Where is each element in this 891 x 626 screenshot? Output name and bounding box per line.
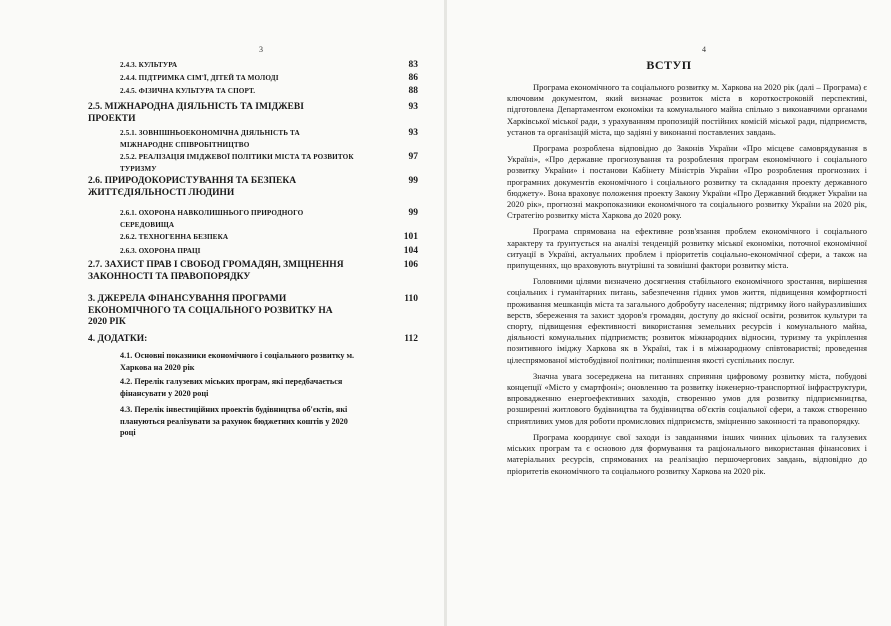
toc-entry	[88, 152, 418, 175]
toc-entry-page: 112	[404, 334, 418, 344]
toc-entry-page: 93	[408, 128, 418, 138]
paragraph: Програма спрямована на ефективне розв'язання проблем економічного і соціального характеру та ґрунтується на аналізі тенденцій розвитку міської економіки, поточної економічної ситуації в Україні, актуальних проблем і пріоритетів соціально-економічної сфери, а також на припущеннях, що враховують внутрішні та зовнішні фактори розвитку міста.	[507, 226, 867, 271]
toc-entry-page: 86	[408, 73, 418, 83]
toc-entry-title: 2.6.3. ОХОРОНА ПРАЦІ	[120, 247, 201, 255]
toc-entry-page: 88	[408, 86, 418, 96]
toc-entry-title: 2.5. МІЖНАРОДНА ДІЯЛЬНІСТЬ ТА ІМІДЖЕВІ ПРОЕКТИ	[88, 102, 304, 124]
toc-entry-title: 3. ДЖЕРЕЛА ФІНАНСУВАННЯ ПРОГРАМИ ЕКОНОМІЧНОГО ТА СОЦІАЛЬНОГО РОЗВИТКУ НА 2020 РІК	[88, 294, 333, 327]
toc-entry-title: 2.6.1. ОХОРОНА НАВКОЛИШНЬОГО ПРИРОДНОГО СЕРЕДОВИЩА	[120, 209, 304, 229]
toc-entry-page: 110	[404, 294, 418, 304]
page-number: 3	[259, 45, 263, 54]
toc-entry	[88, 128, 418, 151]
toc-entry	[88, 376, 418, 399]
toc-entry	[88, 73, 418, 85]
toc-entry	[88, 86, 418, 98]
toc-entry	[88, 176, 418, 199]
toc-entry-page: 104	[403, 246, 418, 256]
toc-entry	[88, 294, 418, 329]
toc-entry-title: 2.6.2. ТЕХНОГЕННА БЕЗПЕКА	[120, 233, 229, 241]
toc-entry	[88, 60, 418, 72]
toc-entry-title: 4.1. Основні показники економічного і соціального розвитку м. Харкова на 2020 рік	[120, 351, 355, 372]
paragraph: Програма економічного та соціального розвитку м. Харкова на 2020 рік (далі – Програма) є ключовим документом, який визначає розвиток міста в короткостроковій перспективі, підготовлена Департаментом економіки та комунального майна спільно з виконавчими органами Харківської міської ради, з урахуванням пропозицій постійних комісій міської ради, підприємств, установ та організацій міста, що задіяні у виконанні поставлених завдань.	[507, 82, 867, 137]
section-title: ВСТУП	[646, 58, 692, 72]
toc-entry-title: 2.5.1. ЗОВНІШНЬОЕКОНОМІЧНА ДІЯЛЬНІСТЬ ТА МІЖНАРОДНЕ СПІВРОБІТНИЦТВО	[120, 129, 300, 149]
toc-entry-page: 93	[408, 102, 418, 112]
left-page	[0, 0, 444, 626]
toc-entry-page: 101	[403, 232, 418, 242]
paragraph: Програма координує свої заходи із завданнями інших чинних цільових та галузевих міських програм та є основою для формування та раціонального використання фінансових і матеріальних ресурсів, спрямованих на реалізацію першочергових завдань, відповідно до пріоритетів економічного та соціального розвитку Харкова на 2020 рік.	[507, 431, 867, 476]
toc-entry-page: 83	[408, 60, 418, 70]
toc-entry-title: 2.4.5. ФІЗИЧНА КУЛЬТУРА ТА СПОРТ.	[120, 87, 256, 95]
page-number: 4	[702, 45, 706, 54]
toc-entry	[88, 404, 418, 439]
right-page	[447, 0, 891, 626]
toc-entry	[88, 246, 418, 258]
paragraph: Програма розроблена відповідно до Законів України «Про місцеве самоврядування в Україні», «Про державне прогнозування та розроблення програм економічного і соціального розвитку України» і постанови Кабінету Міністрів України «Про розроблення прогнозних і програмних документів економічного і соціального розвитку та складання проекту державного бюджету». Вона враховує положення проекту Закону України «Про Державний бюджет України на 2020 рік», прогнозні макропоказники економічного та соціального розвитку України на 2020 рік, Стратегію розвитку міста Харкова до 2020 року.	[507, 143, 867, 221]
toc-entry-title: 2.6. ПРИРОДОКОРИСТУВАННЯ ТА БЕЗПЕКА ЖИТТЄДІЯЛЬНОСТІ ЛЮДИНИ	[88, 176, 297, 198]
toc-entry-title: 4. ДОДАТКИ:	[88, 334, 148, 344]
paragraph: Головними цілями визначено досягнення стабільного економічного зростання, вирішення соціальних і гуманітарних питань, забезпечення гідних умов життя, підвищення комфортності проживання мешканців міста та загального добробуту населення; підтримку його найуразливіших верств, збереження та захист здоров'я громадян, доступу до якісної освіти, розвиток культури та спорту, підвищення ефективності використання земельних ресурсів і комунального майна, діяльності комунальних підприємств; розвиток міжнародних відносин, туризму та укріплення позитивного іміджу Харкова як в Україні, так і в міжнародному співтоваристві; проведення цілеспрямованої містобудівної політики; поліпшення якості суспільних послуг.	[507, 276, 867, 365]
toc-entry-page: 106	[403, 260, 418, 270]
toc-entry-title: 2.4.3. КУЛЬТУРА	[120, 61, 178, 69]
toc-entry-title: 2.4.4. ПІДТРИМКА СІМ'Ї, ДІТЕЙ ТА МОЛОДІ	[120, 74, 279, 82]
body-text	[507, 82, 867, 482]
toc-entry	[88, 260, 418, 283]
toc-entry-title: 4.3. Перелік інвестиційних проектів будівництва об'єктів, які плануються реалізувати за рахунок бюджетних коштів у 2020 році	[120, 405, 348, 437]
toc-entry-title: 2.5.2. РЕАЛІЗАЦІЯ ІМІДЖЕВОЇ ПОЛІТИКИ МІСТА ТА РОЗВИТОК ТУРИЗМУ	[120, 153, 354, 173]
toc-entry	[88, 208, 418, 231]
toc-entry-title: 4.2. Перелік галузевих міських програм, які передбачається фінансувати у 2020 році	[120, 377, 343, 398]
toc-entry-title: 2.7. ЗАХИСТ ПРАВ І СВОБОД ГРОМАДЯН, ЗМІЦНЕННЯ ЗАКОННОСТІ ТА ПРАВОПОРЯДКУ	[88, 260, 344, 282]
toc-entry-page: 97	[408, 152, 418, 162]
toc-entry-page: 99	[408, 176, 418, 186]
toc-entry	[88, 102, 418, 125]
paragraph: Значна увага зосереджена на питаннях сприяння цифровому розвитку міста, побудові концепції «Місто у смартфоні»; оновленню та розвитку інженерно-транспортної інфраструктури, впровадженню енергоефективних заходів, створенню умов для розвитку підприємництва, розширенні житлового будівництва та будівництва об'єктів соціальної сфери, а також створенню сприятливих умов для роботи промислових підприємств, зміцненню законності та правопорядку.	[507, 370, 867, 426]
toc-entry-page: 99	[408, 208, 418, 218]
toc-entry	[88, 350, 418, 373]
toc-entry	[88, 232, 418, 244]
toc-entry	[88, 334, 418, 346]
